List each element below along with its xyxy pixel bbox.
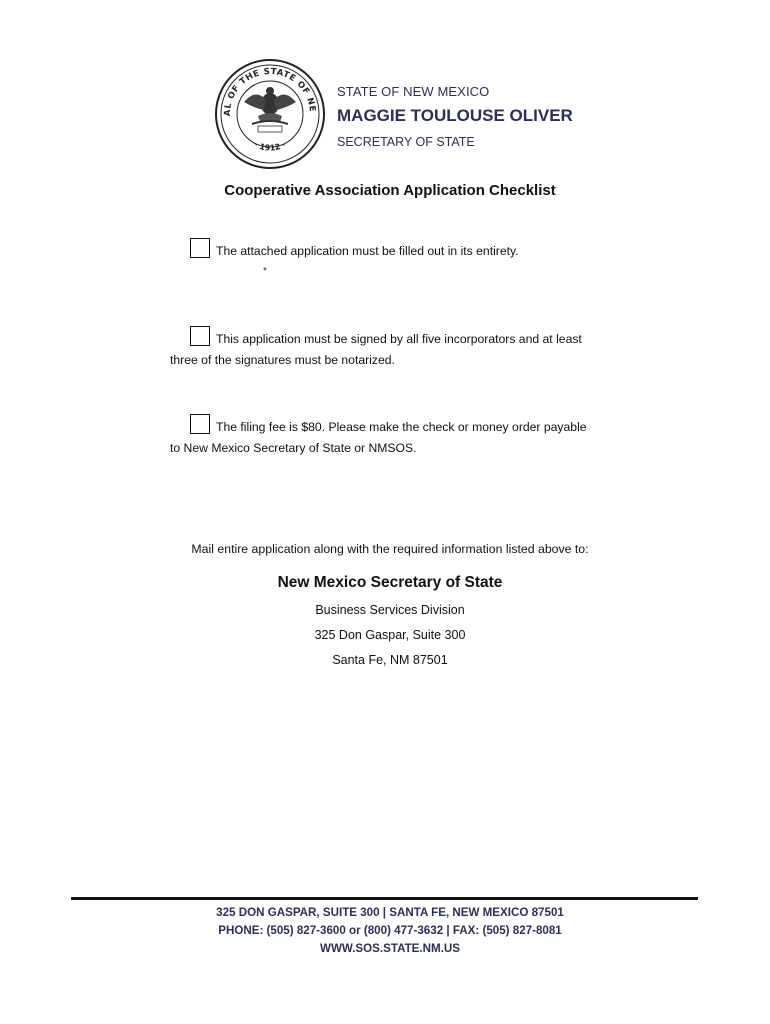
checklist-item-3-text: The filing fee is $80. Please make the check or money order payable bbox=[216, 420, 587, 434]
mailing-street: 325 Don Gaspar, Suite 300 bbox=[314, 628, 466, 642]
letterhead-office-title: SECRETARY OF STATE bbox=[337, 135, 475, 149]
checklist-checkbox-1[interactable] bbox=[190, 238, 210, 258]
footer-address: 325 DON GASPAR, SUITE 300 | SANTA FE, NEW MEXICO 87501 bbox=[216, 906, 564, 919]
mailing-org-name: New Mexico Secretary of State bbox=[277, 574, 503, 591]
footer-divider bbox=[71, 897, 698, 900]
footer-website: WWW.SOS.STATE.NM.US bbox=[320, 942, 460, 955]
mailing-city: Santa Fe, NM 87501 bbox=[332, 653, 448, 667]
document-title: Cooperative Association Application Checklist bbox=[224, 182, 556, 199]
checklist-item-1-note: * bbox=[263, 266, 267, 277]
checklist-item-1-text: The attached application must be filled out in its entirety. bbox=[216, 244, 519, 258]
state-seal-icon bbox=[214, 58, 326, 170]
mailing-instruction: Mail entire application along with the required information listed above to: bbox=[191, 542, 589, 556]
checklist-checkbox-3[interactable] bbox=[190, 414, 210, 434]
footer-phone: PHONE: (505) 827-3600 or (800) 477-3632 | FAX: (505) 827-8081 bbox=[218, 924, 562, 937]
svg-text:GREAT SEAL OF THE STATE OF NEW: AL OF THE STATE OF NE bbox=[222, 66, 318, 117]
checklist-item-3-text-continued: to New Mexico Secretary of State or NMSOS. bbox=[170, 441, 417, 455]
checklist-item-2-text-continued: three of the signatures must be notarized. bbox=[170, 353, 395, 367]
letterhead-state: STATE OF NEW MEXICO bbox=[337, 84, 490, 99]
letterhead-official-name: MAGGIE TOULOUSE OLIVER bbox=[337, 106, 573, 125]
checklist-item-2-text: This application must be signed by all five incorporators and at least bbox=[216, 332, 582, 346]
svg-text:· 1912 ·: · 1912 · bbox=[252, 140, 288, 153]
checklist-checkbox-2[interactable] bbox=[190, 326, 210, 346]
mailing-division: Business Services Division bbox=[315, 603, 465, 617]
